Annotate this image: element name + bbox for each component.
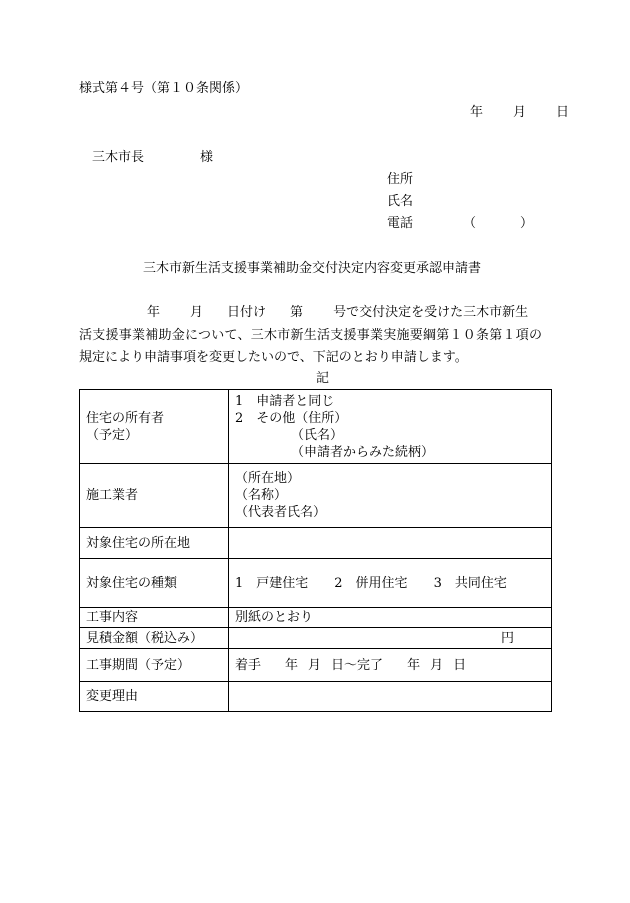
- period-month-1: 月: [308, 657, 322, 673]
- applicant-phone-line: [387, 217, 533, 230]
- period-month-2: 月: [430, 657, 444, 673]
- reason-value: [229, 682, 552, 712]
- owner-label-cell: [80, 390, 229, 464]
- contractor-name: （名称）: [235, 488, 288, 503]
- body-month: 月: [190, 305, 204, 320]
- body-line-1: [79, 306, 528, 319]
- applicant-name-label: 氏名: [387, 194, 414, 209]
- body-year: 年: [147, 305, 161, 320]
- date-day: 日: [556, 105, 570, 120]
- phone-paren-open: （: [463, 216, 477, 231]
- row-period: [80, 649, 552, 682]
- period-label: 工事期間（予定）: [80, 649, 229, 682]
- body-line1-rest: 号で交付決定を受けた三木市新生: [333, 305, 529, 320]
- row-reason: [80, 682, 552, 712]
- body-line-2: 活支援事業補助金について、三木市新生活支援事業実施要綱第１０条第１項の: [79, 328, 543, 343]
- estimate-unit: 円: [501, 630, 515, 646]
- owner-relation: （申請者からみた続柄）: [291, 444, 435, 460]
- addressee: [92, 151, 213, 164]
- owner-label-sub: （予定）: [86, 427, 139, 443]
- estimate-label: 見積金額（税込み）: [80, 628, 229, 649]
- applicant-phone-label: 電話: [387, 216, 414, 231]
- work-content-value: 別紙のとおり: [229, 608, 552, 628]
- house-type-option-3: 3 共同住宅: [433, 575, 507, 591]
- body-number-prefix: 第: [290, 305, 304, 320]
- applicant-address-label: 住所: [387, 172, 414, 187]
- period-day-2: 日: [453, 657, 467, 673]
- contractor-label: 施工業者: [80, 464, 229, 528]
- row-work-content: [80, 608, 552, 628]
- period-year-2: 年: [407, 657, 421, 673]
- addressee-honorific: 様: [200, 150, 214, 165]
- phone-paren-close: ）: [520, 216, 534, 231]
- owner-value-cell: [229, 390, 552, 464]
- house-type-label: 対象住宅の種類: [80, 559, 229, 608]
- owner-label: 住宅の所有者: [86, 410, 165, 426]
- period-year-1: 年: [285, 657, 299, 673]
- period-day-1: 日～完了: [331, 657, 384, 673]
- body-line-3: 規定により申請事項を変更したいので、下記のとおり申請します。: [79, 350, 468, 365]
- date-line: [470, 106, 569, 119]
- application-details-table: [79, 389, 552, 712]
- reason-label: 変更理由: [80, 682, 229, 712]
- owner-name: （氏名）: [291, 427, 344, 443]
- row-contractor: [80, 464, 552, 528]
- period-start: 着手: [235, 657, 262, 673]
- estimate-value-cell: [229, 628, 552, 649]
- contractor-rep: （代表者氏名）: [235, 505, 327, 520]
- owner-option-2: 2 その他（住所）: [235, 410, 348, 426]
- house-location-label: 対象住宅の所在地: [80, 528, 229, 559]
- contractor-value-cell: [229, 464, 552, 528]
- ki-heading: 記: [316, 371, 330, 386]
- document-title: 三木市新生活支援事業補助金交付決定内容変更承認申請書: [143, 261, 482, 276]
- contractor-location: （所在地）: [235, 471, 301, 486]
- work-content-label: 工事内容: [80, 608, 229, 628]
- row-owner: [80, 390, 552, 464]
- row-house-type: [80, 559, 552, 608]
- date-year: 年: [470, 105, 484, 120]
- addressee-name: 三木市長: [92, 150, 145, 165]
- owner-option-1: 1 申請者と同じ: [235, 393, 335, 409]
- house-type-value: [229, 559, 552, 608]
- date-month: 月: [513, 105, 527, 120]
- form-number: 様式第４号（第１０条関係）: [79, 81, 249, 96]
- house-type-option-1: 1 戸建住宅: [235, 575, 309, 591]
- row-house-location: [80, 528, 552, 559]
- house-type-option-2: 2 併用住宅: [334, 575, 408, 591]
- body-date-suffix: 日付け: [227, 305, 267, 320]
- period-value: [229, 649, 552, 682]
- row-estimate: [80, 628, 552, 649]
- house-location-value: [229, 528, 552, 559]
